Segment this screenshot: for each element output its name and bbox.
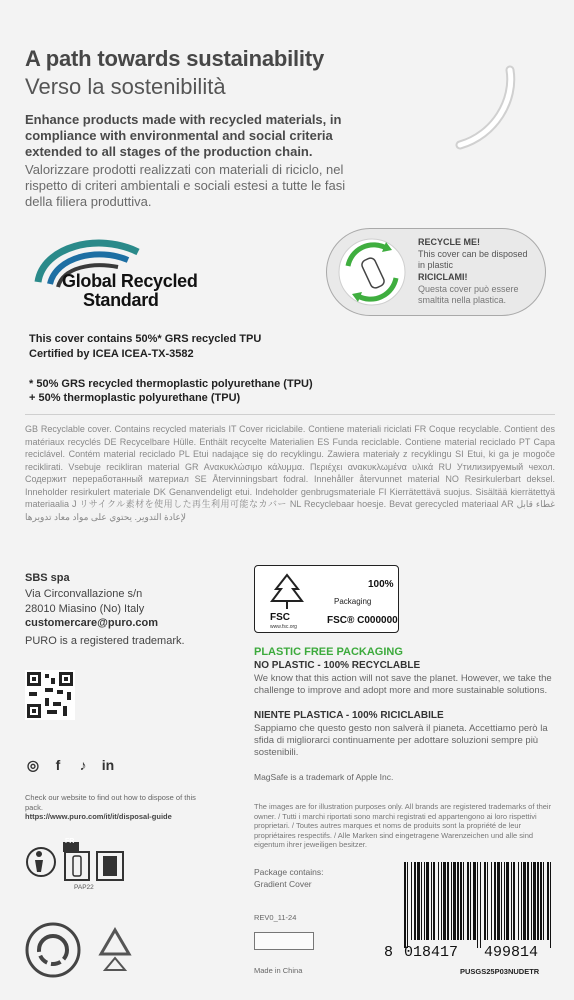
- barcode-digit-first: 8: [384, 944, 394, 961]
- barcode-bar: [547, 862, 549, 940]
- dispose-url[interactable]: https://www.puro.com/it/it/disposal-guide: [25, 812, 172, 821]
- barcode-bar: [443, 862, 446, 940]
- barcode-bar: [447, 862, 449, 940]
- revision: REV0_11-24: [254, 913, 297, 922]
- barcode-bar: [491, 862, 492, 940]
- disposal-icons: [25, 838, 145, 882]
- grs-title-line2: Standard: [83, 290, 159, 310]
- barcode-bar: [480, 862, 481, 948]
- fsc-percent: 100%: [368, 579, 394, 590]
- barcode-bar: [531, 862, 532, 940]
- company-name: SBS spa: [25, 572, 70, 584]
- barcode-bar: [457, 862, 459, 940]
- barcode-bar: [543, 862, 544, 940]
- intro-en: Enhance products made with recycled materials, in compliance with environmental and social criteria extended to all stages of the production chain.: [25, 112, 342, 159]
- title-it: Verso la sostenibilità: [25, 74, 226, 99]
- barcode-bar: [521, 862, 522, 940]
- pap-code: PAP22: [74, 884, 94, 891]
- dispose-text: Check our website to find out how to dispose of this pack.: [25, 793, 196, 812]
- company-trademark: PURO is a registered trademark.: [25, 635, 185, 647]
- barcode-bar: [537, 862, 539, 940]
- hang-hook-illustration: [440, 60, 520, 160]
- qr-code-icon[interactable]: [25, 670, 75, 720]
- company-city: 28010 Miasino (No) Italy: [25, 603, 145, 615]
- barcode-bar: [431, 862, 432, 940]
- package-contains-label: Package contains:: [254, 867, 324, 877]
- company-street: Via Circonvallazione s/n: [25, 588, 143, 600]
- barcode-bar: [501, 862, 502, 940]
- barcode-bar: [494, 862, 496, 940]
- barcode-bar: [527, 862, 529, 940]
- barcode-bar: [497, 862, 500, 940]
- company-email[interactable]: customercare@puro.com: [25, 617, 158, 629]
- barcode-bar: [513, 862, 515, 940]
- cover-note-1: * 50% GRS recycled thermoplastic polyurethane (TPU): [29, 378, 313, 390]
- barcode-bar: [460, 862, 462, 940]
- no-plastic-title-it: NIENTE PLASTICA - 100% RICICLABILE: [254, 710, 444, 721]
- social-icons: [25, 757, 116, 774]
- barcode-bar: [467, 862, 469, 940]
- barcode-bar: [438, 862, 439, 940]
- package-contains-item: Gradient Cover: [254, 879, 312, 889]
- barcode-bar: [523, 862, 526, 940]
- title-en: A path towards sustainability: [25, 46, 324, 71]
- barcode-bar: [417, 862, 420, 940]
- barcode-bar: [407, 862, 408, 948]
- fsc-packaging: Packaging: [334, 597, 372, 606]
- lot-box: [254, 932, 314, 950]
- fsc-brand: FSC: [270, 612, 290, 623]
- cover-contains: This cover contains 50%* GRS recycled TPU: [29, 333, 262, 345]
- barcode-digits-right: 499814: [484, 944, 539, 961]
- sku-code: PUSGS25P03NUDETR: [460, 967, 540, 976]
- barcode-bar: [421, 862, 422, 940]
- instagram-icon[interactable]: ◎: [26, 757, 40, 773]
- barcode-bar: [463, 862, 464, 940]
- no-plastic-text-it: Sappiamo che questo gesto non salverà il pianeta. Accettiamo però la sfida di migliorarci continuamente per adottare soluzioni sempre più sostenibili.: [254, 723, 548, 758]
- cover-certified: Certified by ICEA ICEA-TX-3582: [29, 348, 194, 360]
- barcode-bar: [484, 862, 486, 940]
- barcode-bar: [533, 862, 536, 940]
- divider: [25, 414, 555, 415]
- recycle-text-en: This cover can be disposed in plastic: [418, 249, 528, 270]
- barcode-bar: [504, 862, 505, 940]
- legal-text: The images are for illustration purposes only. All brands are registered trademarks of their owner. / Tutti i marchi riportati sono marchi registrati ed appartengono ai loro rispettivi proprietari. / Toutes autres marques et noms de produits sont la propriété de leur propriétaires respectifs. / Alle Marken sind eingetragene Warenzeichen und alle sind eigentum ihrer jeweiligen besitzer.: [254, 802, 552, 850]
- cover-note-2: + 50% thermoplastic polyurethane (TPU): [29, 392, 241, 404]
- recycle-title-it: RICICLAMI!: [418, 272, 468, 282]
- fr-label: FR: [65, 838, 75, 845]
- made-in: Made in China: [254, 966, 303, 975]
- barcode-bar: [453, 862, 456, 940]
- barcode-bar: [414, 862, 416, 940]
- plastic-free-headline: PLASTIC FREE PACKAGING: [254, 646, 403, 658]
- barcode-bar: [470, 862, 471, 940]
- barcode-bar: [404, 862, 406, 948]
- recycle-symbols: [25, 920, 145, 980]
- barcode-bar: [506, 862, 509, 940]
- no-plastic-text-en: We know that this action will not save the planet. However, we take the challenge to improve and adopt more and more sustainable solutions.: [254, 673, 552, 696]
- barcode-bar: [511, 862, 512, 940]
- recycle-text-it: Questa cover può essere smaltita nella plastica.: [418, 284, 519, 305]
- barcode-bar: [477, 862, 478, 948]
- multilanguage-text: GB Recyclable cover. Contains recycled materials IT Cover riciclabile. Contiene materiali riciclati FR Coque recyclable. Contient des matériaux recyclés DE Recycelbare Hülle. Enthält recycelte Materialien ES Funda reciclable. Contiene material reciclado PT Capa reciclável. Contém material reciclado PL Etui nadające się do recyklingu. Zawiera materiały z recyklingu SI Etui, ki ga je mogoče reciklirati. Vsebuje recikliran material GR Ανακυκλώσιμο κάλυμμα. Περιέχει ανακυκλωμένα υλικά RU Утилизируемый чехол. Содержит переработанный материал SE Återvinningsbart fodral. Innehåller återvunnet material NO Resirkulerbart deksel. Inneholder resirkulert materiale DK Genanvendeligt etui. Indeholder genbrugsmateriale FI Kierrätettävä suojus. Sisältää kierrätettyä materiaalia J リサイクル素材を使用した再生利用可能なカバー NL Recyclebaar hoesje. Bevat gerecycled materiaal AR غطاء قابل لإعادة التدوير. يحتوي على مواد معاد تدويرها: [25, 424, 555, 522]
- barcode-bar: [487, 862, 488, 940]
- barcode-digits-left: 018417: [404, 944, 459, 961]
- barcode-bar: [411, 862, 412, 940]
- barcode-bar: [550, 862, 551, 948]
- no-plastic-title-en: NO PLASTIC - 100% RECYCLABLE: [254, 660, 421, 671]
- barcode-bar: [451, 862, 452, 940]
- barcode-bar: [426, 862, 429, 940]
- recycle-title: RECYCLE ME!: [418, 237, 481, 247]
- tiktok-icon[interactable]: ♪: [79, 757, 87, 773]
- grs-title-line1: Global Recycled: [62, 271, 198, 291]
- barcode-bar: [433, 862, 435, 940]
- magsafe-note: MagSafe is a trademark of Apple Inc.: [254, 772, 394, 782]
- barcode-bar: [540, 862, 542, 940]
- recycle-bottle-icon: [336, 236, 408, 308]
- linkedin-icon[interactable]: in: [101, 757, 115, 773]
- barcode-bar: [441, 862, 442, 940]
- barcode-bar: [518, 862, 519, 940]
- barcode-bar: [424, 862, 425, 940]
- fsc-code: FSC® C000000: [327, 615, 398, 626]
- fsc-site: www.fsc.org: [270, 624, 297, 630]
- facebook-icon[interactable]: f: [55, 757, 61, 773]
- intro-it: Valorizzare prodotti realizzati con materiali di riciclo, nel rispetto di criteri ambientali e sociali estesi a tutte le fasi della filiera produttiva.: [25, 162, 346, 209]
- barcode-bar: [473, 862, 476, 940]
